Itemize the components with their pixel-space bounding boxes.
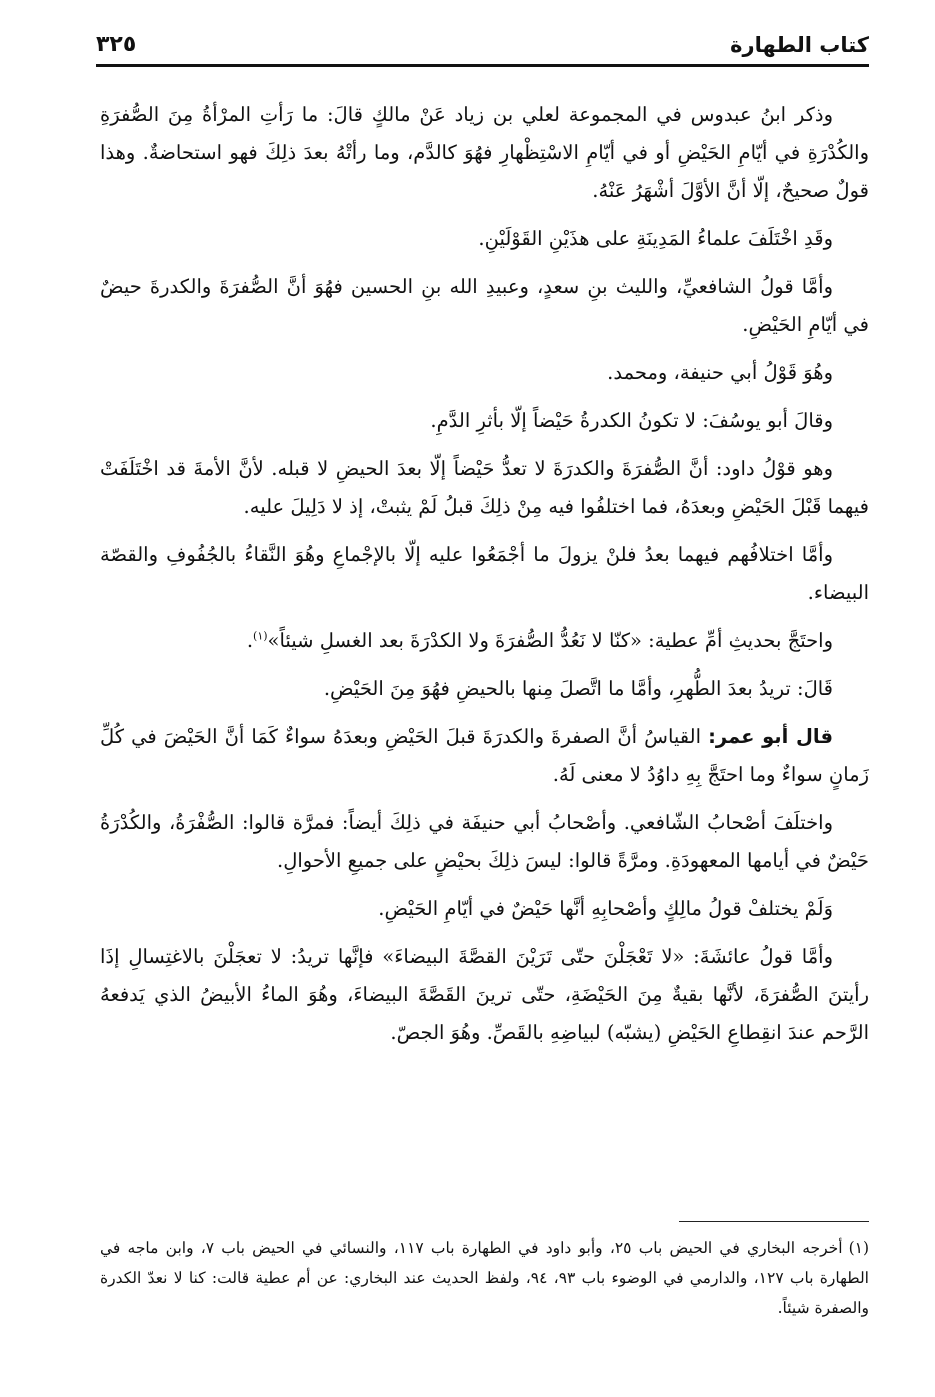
paragraph — [100, 220, 869, 258]
paragraph-text-end: . — [246, 629, 254, 652]
paragraph-text: واحتَجَّ بحديثِ أمِّ عطية: «كنّا لا نَعُدُّ الصُّفرَةَ ولا الكدْرَةَ بعد الغسلِ شيئاً» — [267, 629, 833, 652]
page-header — [96, 30, 869, 66]
paragraph — [100, 96, 869, 210]
footnote-text: أخرجه البخاري في الحيض باب ٢٥، وأبو داود في الطهارة باب ١١٧، والنسائي في الحيض باب ٧، وابن ماجه في الطهارة باب ١٢٧، والدارمي في الوضوء باب ٩٣، ٩٤، ولفظ الحديث عند البخاري: عن أم عطية قالت: كنا لا نعدّ الكدرة والصفرة شيئاً. — [100, 1239, 869, 1317]
header-rule — [96, 64, 869, 67]
main-text — [100, 96, 869, 1062]
footnote — [100, 1233, 869, 1323]
paragraph-text: وَلَمْ يختلفْ قولُ مالِكٍ وأصْحابِهِ أنَّها حَيْضٌ في أيّامِ الحَيْضِ. — [378, 897, 833, 920]
paragraph — [100, 622, 869, 660]
paragraph-lead: قال أبو عمر: — [708, 725, 833, 748]
paragraph-text: وأمَّا قولُ عائشَةَ: «لا تَعْجَلْنَ حتّى تَرَيْنَ القصَّةَ البيضاءَ» فإنَّها تريدُ: لا تعجَلْنَ بالاغتِسالِ إذَا رأيتنَ الصُّفرَةَ، لأنَّها بقيةٌ مِنَ الحَيْضَةِ، حتّى ترينَ القَصَّةَ البيضاءَ، وهُوَ الماءُ الأبيضُ الذي يَدفعهُ الرَّحم عندَ انقِطاعِ الحَيْضِ (يشبّه) لبياضِهِ بالقَصِّ. وهُوَ الجصّ. — [100, 945, 869, 1044]
paragraph — [100, 450, 869, 526]
paragraph-text: وقالَ أبو يوسُفَ: لا تكونُ الكدرةُ حَيْضاً إلّا بأثرِ الدَّمِ. — [430, 409, 833, 432]
paragraph-text: وقَدِ اخْتَلَفَ علماءُ المَدِينَةِ على هذَيْنِ القَوْلَيْنِ. — [478, 227, 833, 250]
footnote-marker: (١) — [253, 629, 268, 643]
paragraph-text: القياسُ أنَّ الصفرةَ والكدرَةَ قبلَ الحَيْضِ وبعدَهُ سواءٌ كَمَا أنَّ الحَيْضَ في كُلِّ زَمانٍ سواءٌ وما احتَجَّ بِهِ داوُدُ لا معنى لَهُ. — [100, 725, 869, 786]
footnote-separator — [679, 1221, 869, 1222]
paragraph — [100, 670, 869, 708]
paragraph — [100, 938, 869, 1052]
paragraph-text: قَالَ: تريدُ بعدَ الطُّهرِ، وأمَّا ما اتَّصلَ مِنها بالحيضِ فهُوَ مِنَ الحَيْضِ. — [323, 677, 833, 700]
paragraph-text: وأمَّا اختلافُهم فيهما بعدُ فلنْ يزولَ ما أجْمَعُوا عليه إلّا بالإجْماعِ وهُوَ النَّقاءُ بالجُفُوفِ والقصّة البيضاء. — [100, 543, 869, 604]
paragraph-text: وذكر ابنُ عبدوس في المجموعة لعلي بن زياد عَنْ مالكٍ قالَ: ما رَأتِ المرْأةُ مِنَ الصُّفرَةِ والكُدْرَةِ في أيّامِ الحَيْضِ أو في أيّامِ الاسْتِظْهارِ فهُوَ كالدَّم، وما رأتْهُ بعدَ ذلِكَ فهو استحاضةٌ. وهذا قولٌ صحيحٌ، إلّا أنَّ الأوَّلَ أشْهَرُ عَنْهُ. — [100, 103, 869, 202]
paragraph-text: واختلَفَ أصْحابُ الشّافعي. وأصْحابُ أبي حنيفَة في ذلِكَ أيضاً: فمرَّة قالوا: الصُّفْرَةُ، والكُدْرَةُ حَيْضٌ في أيامها المعهودَةِ. ومرَّةً قالوا: ليسَ ذلِكَ بحيْضٍ على جميعِ الأحوالِ. — [100, 811, 869, 872]
running-title: كتاب الطهارة — [730, 33, 869, 57]
paragraph — [100, 354, 869, 392]
footnote-number: (١) — [848, 1239, 870, 1257]
paragraph-text: وهُوَ قَوْلُ أبي حنيفة، ومحمد. — [607, 361, 833, 384]
paragraph — [100, 536, 869, 612]
paragraph — [100, 268, 869, 344]
page-number: ٣٢٥ — [96, 32, 137, 57]
paragraph-text: وأمَّا قولُ الشافعيِّ، والليث بنِ سعدٍ، وعبيدِ الله بنِ الحسين فهُوَ أنَّ الصُّفرَةَ والكدرةَ حيضٌ في أيّامِ الحَيْضِ. — [100, 275, 869, 336]
paragraph — [100, 402, 869, 440]
paragraph — [100, 890, 869, 928]
paragraph — [100, 718, 869, 794]
paragraph-text: وهو قوْلُ داود: أنَّ الصُّفرَةَ والكدرَةَ لا تعدُّ حَيْضاً إلّا بعدَ الحيضِ لا قبله. لأنَّ الأمةَ قد اخْتَلَفَتْ فيهما قَبْلَ الحَيْضِ وبعدَهُ، فما اختلفُوا فيه مِنْ ذلِكَ قبلُ لَمْ يثبتْ، إذ لا دَلِيلَ عليه. — [100, 457, 869, 518]
paragraph — [100, 804, 869, 880]
